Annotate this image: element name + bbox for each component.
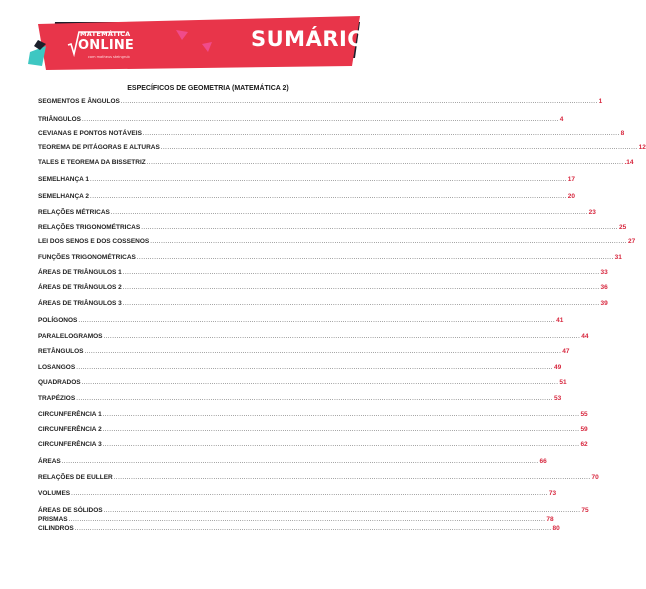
toc-entry-page: 75 <box>581 507 589 514</box>
toc-entry[interactable] <box>38 130 625 139</box>
toc-entry-page: 39 <box>600 300 608 307</box>
dot-leader: ............................................................................................................................................................................................................................ <box>102 427 580 433</box>
toc-entry[interactable] <box>38 379 567 388</box>
dot-leader: ............................................................................................................................................................................................................................ <box>110 210 588 216</box>
toc-entry-page: 73 <box>548 490 557 497</box>
toc-entry[interactable] <box>38 395 562 404</box>
dot-leader: ............................................................................................................................................................................................................................ <box>150 239 627 245</box>
toc-entry-label: SEMELHANÇA 1 <box>38 176 90 183</box>
toc-entry[interactable] <box>38 474 599 483</box>
toc-entry-label: CIRCUNFERÊNCIA 3 <box>38 441 102 448</box>
toc-entry[interactable] <box>38 507 589 516</box>
toc-entry-label: ÁREAS DE SÓLIDOS <box>38 507 103 514</box>
toc-entry[interactable] <box>38 333 589 342</box>
toc-entry-label: PRISMAS <box>38 516 68 523</box>
toc-entry[interactable] <box>38 284 608 293</box>
toc-entry[interactable] <box>38 411 588 420</box>
dot-leader: ............................................................................................................................................................................................................................ <box>76 365 553 371</box>
toc-entry-page: 47 <box>562 348 570 355</box>
toc-entry[interactable] <box>38 269 608 278</box>
toc-entry-label: QUADRADOS <box>38 379 81 386</box>
toc-entry-page: 8 <box>620 130 625 137</box>
banner-title: SUMÁRIO <box>251 27 366 51</box>
dot-leader: ............................................................................................................................................................................................................................ <box>90 177 567 183</box>
dot-leader: ............................................................................................................................................................................................................................ <box>71 491 548 497</box>
dot-leader: ............................................................................................................................................................................................................................ <box>74 526 552 532</box>
toc-entry-page: 78 <box>546 516 554 523</box>
dot-leader: ............................................................................................................................................................................................................................ <box>122 301 600 307</box>
toc-entry[interactable] <box>38 458 547 467</box>
toc-entry-page: 44 <box>581 333 589 340</box>
toc-entry-page: 23 <box>588 209 596 216</box>
dot-leader: ............................................................................................................................................................................................................................ <box>136 255 614 261</box>
toc-entry[interactable] <box>38 490 557 499</box>
toc-entry-label: LOSANGOS <box>38 364 76 371</box>
toc-entry-label: CILINDROS <box>38 525 74 532</box>
dot-leader: ............................................................................................................................................................................................................................ <box>103 334 581 340</box>
toc-entry-page: 70 <box>591 474 599 481</box>
toc-entry-page: 25 <box>618 224 627 231</box>
toc-entry[interactable] <box>38 300 608 309</box>
toc-entry[interactable] <box>38 98 603 107</box>
toc-entry-page: 20 <box>567 193 576 200</box>
toc-entry-page: 31 <box>614 254 622 261</box>
toc-entry-page: 41 <box>556 317 564 324</box>
toc-entry-label: TALES E TEOREMA DA BISSETRIZ <box>38 159 146 166</box>
dot-leader: ............................................................................................................................................................................................................................ <box>103 508 581 514</box>
dot-leader: ............................................................................................................................................................................................................................ <box>61 459 539 465</box>
toc-entry[interactable] <box>38 525 560 534</box>
toc-entry[interactable] <box>38 317 564 326</box>
toc-entry-label: SEMELHANÇA 2 <box>38 193 90 200</box>
dot-leader: ............................................................................................................................................................................................................................ <box>122 270 600 276</box>
dot-leader: ............................................................................................................................................................................................................................ <box>120 99 598 105</box>
toc-entry-page: 17 <box>567 176 576 183</box>
toc-entry-page: 36 <box>600 284 608 291</box>
toc-entry-page: 51 <box>559 379 567 386</box>
toc-entry[interactable] <box>38 116 564 125</box>
toc-entry-page: 49 <box>553 364 562 371</box>
toc-entry[interactable] <box>38 209 596 218</box>
dot-leader: ............................................................................................................................................................................................................................ <box>84 349 562 355</box>
toc-entry[interactable] <box>38 516 554 525</box>
logo-text-main: ONLINE <box>78 38 135 53</box>
dot-leader: ............................................................................................................................................................................................................................ <box>102 412 580 418</box>
toc-entry-label: RELAÇÕES DE EULLER <box>38 474 113 481</box>
toc-entry-label: RELAÇÕES MÉTRICAS <box>38 209 110 216</box>
toc-entry-page: 53 <box>553 395 562 402</box>
toc-entry-label: ÁREAS DE TRIÂNGULOS 1 <box>38 269 122 276</box>
toc-entry-label: SEGMENTOS E ÂNGULOS <box>38 98 120 105</box>
toc-entry-label: CEVIANAS E PONTOS NOTÁVEIS <box>38 130 142 137</box>
toc-entry[interactable] <box>38 193 576 202</box>
toc-entry[interactable] <box>38 348 570 357</box>
toc-entry-label: TEOREMA DE PITÁGORAS E ALTURAS <box>38 144 160 151</box>
toc-entry-label: FUNÇÕES TRIGONOMÉTRICAS <box>38 254 136 261</box>
toc-entry-page: 62 <box>580 441 588 448</box>
toc-entry[interactable] <box>38 441 588 450</box>
dot-leader: ............................................................................................................................................................................................................................ <box>122 285 600 291</box>
toc-entry-label: TRIÂNGULOS <box>38 116 81 123</box>
dot-leader: ............................................................................................................................................................................................................................ <box>146 160 624 166</box>
toc-entry-page: 27 <box>628 238 636 245</box>
toc-entry[interactable] <box>38 176 576 185</box>
toc-entry-label: RELAÇÕES TRIGONOMÉTRICAS <box>38 224 141 231</box>
dot-leader: ............................................................................................................................................................................................................................ <box>90 194 567 200</box>
toc-entry-label: RETÂNGULOS <box>38 348 84 355</box>
toc-entry-label: VOLUMES <box>38 490 71 497</box>
toc-entry-page: 33 <box>600 269 608 276</box>
logo-text-sub: com matheus steingrub <box>88 55 130 59</box>
toc-entry-label: CIRCUNFERÊNCIA 1 <box>38 411 102 418</box>
dot-leader: ............................................................................................................................................................................................................................ <box>141 225 618 231</box>
toc-entry-label: ÁREAS DE TRIÂNGULOS 2 <box>38 284 122 291</box>
toc-entry-label: CIRCUNFERÊNCIA 2 <box>38 426 102 433</box>
toc-entry-page: .14 <box>624 159 634 166</box>
toc-entry-page: 4 <box>559 116 564 123</box>
dot-leader: ............................................................................................................................................................................................................................ <box>102 442 580 448</box>
toc-entry[interactable] <box>38 224 627 233</box>
dot-leader: ............................................................................................................................................................................................................................ <box>113 475 591 481</box>
dot-leader: ............................................................................................................................................................................................................................ <box>78 318 556 324</box>
toc-entry-label: PARALELOGRAMOS <box>38 333 103 340</box>
dot-leader: ............................................................................................................................................................................................................................ <box>142 131 620 137</box>
toc-entry[interactable] <box>38 426 588 435</box>
toc-entry-page: 80 <box>552 525 560 532</box>
toc-entry-label: TRAPÉZIOS <box>38 395 76 402</box>
toc-entry[interactable] <box>38 159 634 168</box>
toc-entry[interactable] <box>38 238 636 247</box>
dot-leader: ............................................................................................................................................................................................................................ <box>160 145 638 151</box>
toc-entry[interactable] <box>38 144 646 153</box>
toc-entry-page: 66 <box>539 458 547 465</box>
toc-entry-page: 1 <box>598 98 603 105</box>
dot-leader: ............................................................................................................................................................................................................................ <box>81 380 559 386</box>
dot-leader: ............................................................................................................................................................................................................................ <box>81 117 559 123</box>
toc-entry-label: LEI DOS SENOS E DOS COSSENOS <box>38 238 150 245</box>
toc-entry-label: ÁREAS <box>38 458 61 465</box>
dot-leader: ............................................................................................................................................................................................................................ <box>76 396 553 402</box>
toc-entry-page: 59 <box>580 426 588 433</box>
toc-entry-page: 12 <box>638 144 646 151</box>
toc-entry-page: 55 <box>580 411 588 418</box>
document-heading: ESPECÍFICOS DE GEOMETRIA (MATEMÁTICA 2) <box>127 85 289 92</box>
toc-entry[interactable] <box>38 364 562 373</box>
toc-entry[interactable] <box>38 254 622 263</box>
logo-text-top: MATEMÁTICA <box>80 30 131 38</box>
toc-entry-label: POLÍGONOS <box>38 317 78 324</box>
toc-entry-label: ÁREAS DE TRIÂNGULOS 3 <box>38 300 122 307</box>
dot-leader: ............................................................................................................................................................................................................................ <box>68 517 546 523</box>
header-banner <box>0 0 416 80</box>
